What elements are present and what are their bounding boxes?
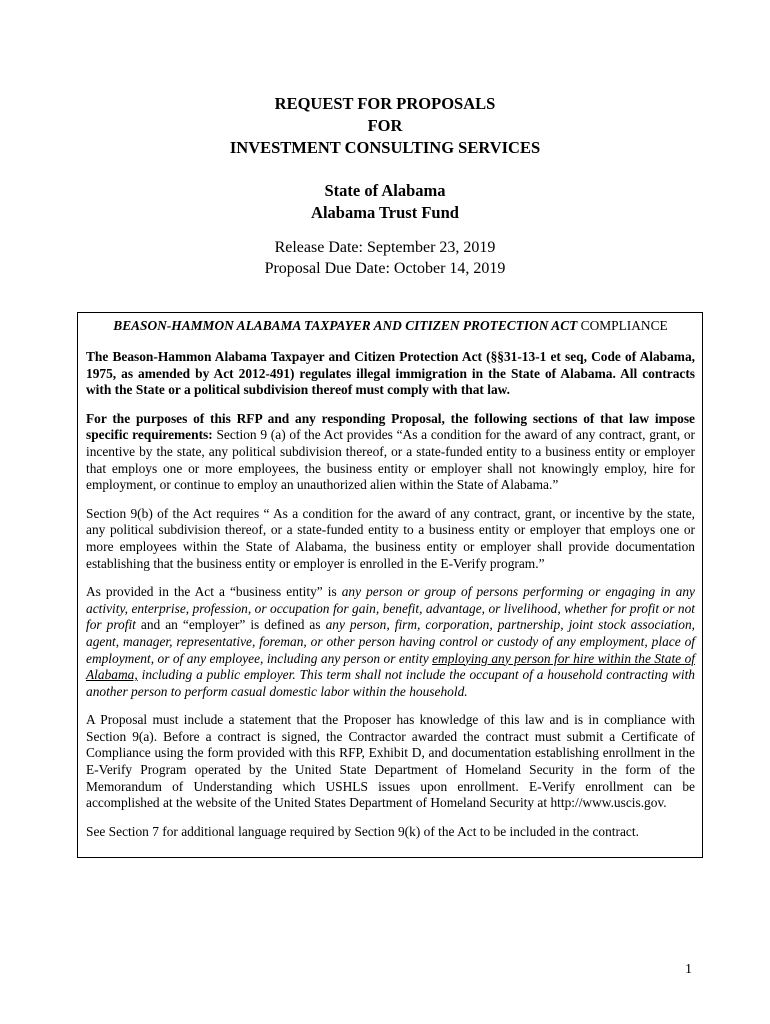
proposal-due-date: Proposal Due Date: October 14, 2019 — [264, 260, 506, 277]
title-line-2: FOR — [367, 116, 403, 135]
dates-block — [0, 237, 770, 279]
employer-definition-underlined: employing any person for hire within the State of Alabama, — [86, 650, 695, 683]
fund-name: Alabama Trust Fund — [311, 203, 459, 222]
page-number: 1 — [685, 962, 692, 977]
paragraph-section-9a — [86, 411, 695, 494]
compliance-word: COMPLIANCE — [580, 318, 668, 333]
paragraph-definitions — [86, 584, 695, 700]
compliance-box — [77, 312, 703, 858]
document-title — [0, 93, 770, 159]
release-date: Release Date: September 23, 2019 — [274, 239, 496, 256]
state-name: State of Alabama — [324, 181, 446, 200]
paragraph-section-7-reference: See Section 7 for additional language required by Section 9(k) of the Act to be included in the contract. — [86, 823, 639, 839]
title-line-3: INVESTMENT CONSULTING SERVICES — [229, 138, 541, 157]
business-entity-definition: any person or group of persons performing or engaging in any activity, enterprise, profession, or occupation for gain, benefit, advantage, or livelihood, whether for profit or not for profit — [86, 584, 695, 633]
section-9a-text: Section 9 (a) of the Act provides “As a condition for the award of any contract, grant, or incentive by the state, any political subdivision thereof, or a state-funded entity to a business entity or employer that employs one or more employees, the business entity or employer shall not knowingly employ, hire for employment, or continue to employ an unauthorized alien within the State of Alabama.” — [86, 427, 695, 493]
employer-definition: any person, firm, corporation, partnership, joint stock association, agent, manager, representative, foreman, or other person having control or custody of any employment, place of employment, or of any employee, including any person or entity — [86, 617, 695, 666]
requirements-lead-in: For the purposes of this RFP and any responding Proposal, the following sections of that law impose specific requirements: — [86, 410, 695, 443]
paragraph-act-overview: The Beason-Hammon Alabama Taxpayer and Citizen Protection Act (§§31-13-1 et seq, Code of Alabama, 1975, as amended by Act 2012-491) regulates illegal immigration in the State of Alabama. All contracts with the State or a political subdivision thereof must comply with that law. — [86, 349, 695, 398]
compliance-heading — [86, 317, 695, 335]
paragraph-proposal-requirements: A Proposal must include a statement that the Proposer has knowledge of this law and is in compliance with Section 9(a). Before a contract is signed, the Contractor awarded the contract must submit a Certificate of Compliance using the form provided with this RFP, Exhibit D, and documentation establishing enrollment in the E-Verify Program operated by the United State Department of Homeland Security in the form of the Memorandum of Understanding which USHLS issues upon enrollment. E-Verify enrollment can be accomplished at the website of the United States Department of Homeland Security at http://www.uscis.gov. — [86, 712, 695, 811]
title-line-1: REQUEST FOR PROPOSALS — [274, 94, 496, 113]
definitions-part-a: As provided in the Act a “business entity” is — [86, 584, 342, 600]
issuer-block — [0, 180, 770, 224]
definitions-part-c: and an “employer” is defined as — [135, 617, 326, 633]
paragraph-section-9b: Section 9(b) of the Act requires “ As a condition for the award of any contract, grant, or incentive by the state, any political subdivision thereof, or a state-funded entity to a business entity or employer that employs one or more employees within the State of Alabama, the business entity or employer shall provide documentation establishing that the business entity or employer is enrolled in the E-Verify program.” — [86, 505, 695, 571]
employer-definition-end: including a public employer. This term shall not include the occupant of a household contracting with another person to perform casual domestic labor within the household. — [86, 667, 695, 699]
act-name: BEASON-HAMMON ALABAMA TAXPAYER AND CITIZEN PROTECTION ACT — [113, 318, 578, 333]
